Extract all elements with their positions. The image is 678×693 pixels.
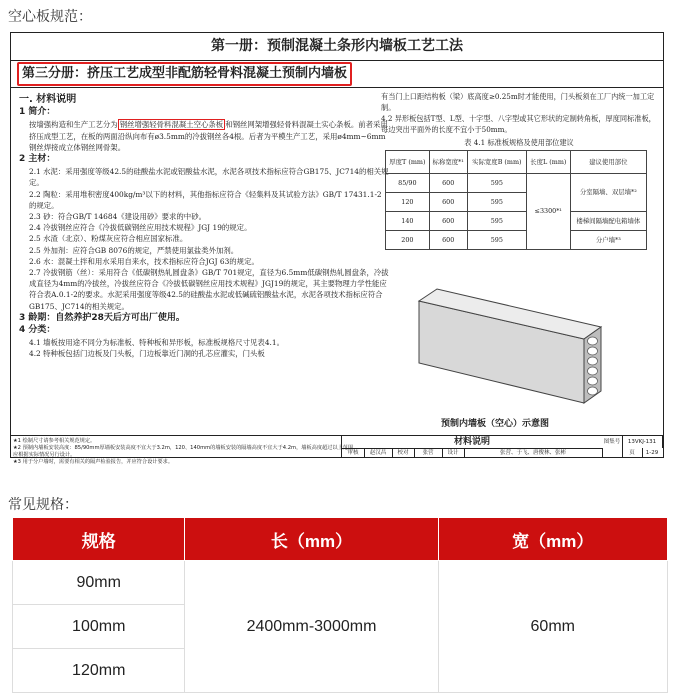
title-block-cell: 赵汉昌	[364, 448, 393, 458]
sec-material-heading: 一. 材料说明	[19, 94, 77, 105]
spec-size-cell: 120mm	[13, 649, 185, 693]
table-cell: 200	[386, 231, 430, 250]
wall-panel-diagram	[409, 281, 649, 411]
spec-header-width: 宽（mm）	[438, 518, 668, 561]
common-spec-table	[12, 517, 668, 693]
title-block-cell: 校对	[392, 448, 415, 458]
class-item: 4.1 墙板按用途不同分为标准板、特种板和异形板，标准板规格尺寸见表4.1。	[29, 338, 284, 348]
doc-left-column	[19, 91, 389, 360]
class-item: 4.2 特种板包括门边板及门头板，门边板靠近门洞的孔芯应灌实，门头板	[29, 349, 265, 359]
section-label-common-sizes: 常见规格：	[8, 497, 78, 513]
material-item: 2.6 水：混凝土拌和用水采用自来水，技术指标应符合JGJ 63的规定。	[29, 256, 259, 266]
table-cell: 595	[467, 231, 526, 250]
table-header: 长度L (mm)	[526, 151, 570, 174]
table-cell: 595	[467, 193, 526, 212]
spec-header-length: 长（mm）	[185, 518, 438, 561]
table-header: 建议使用部位	[570, 151, 646, 174]
diagram-caption: 预制内墙板（空心）示意图	[441, 419, 550, 429]
footer-note: ★2 预制内墙板安装高度：85/90mm厚墙板安装高度不宜大于3.2m，120、140mm的墙板安装的隔墙高度不宜大于4.2m，墙板高度超过以上范围，应根据实际情况另行设计。	[13, 445, 359, 458]
spec-size-cell: 100mm	[13, 605, 185, 649]
material-item: 2.3 砂：符合GB/T 14684《建设用砂》要求的中砂。	[29, 212, 206, 222]
table-header: 实际宽度B (mm)	[467, 151, 526, 174]
title-block-cell: 张营	[414, 448, 443, 458]
title-block-cell: 设计	[442, 448, 465, 458]
doc-footer	[11, 435, 663, 465]
table-header: 标称宽度*¹	[429, 151, 467, 174]
table-cell: 140	[386, 212, 430, 231]
table-cell: 595	[467, 212, 526, 231]
table-cell: 600	[429, 231, 467, 250]
section-label-standard: 空心板规范：	[8, 9, 92, 25]
spec-size-cell: 90mm	[13, 561, 185, 605]
table-cell: 120	[386, 193, 430, 212]
material-item: 2.5 外加剂：应符合GB 8076的规定，严禁使用氯盐类外加剂。	[29, 245, 239, 255]
title-block-meta: 图集号	[602, 436, 623, 458]
age-heading: 3 龄期：自然养护28天后方可出厂使用。	[19, 312, 185, 323]
material-item: 2.2 陶粒：采用堆积密度400kg/m³以下的材料，其他指标应符合《轻集料及其试验方法》GB/T 17431.1-2的规定。	[29, 189, 382, 210]
doc-subtitle	[11, 61, 663, 88]
doc-right-column	[381, 91, 657, 250]
doc-spec-table	[385, 150, 647, 250]
subtitle-highlight: 第三分册：挤压工艺成型非配筋轻骨料混凝土预制内墙板	[17, 62, 352, 86]
material-item: 2.1 水泥：采用强度等级42.5的硅酸盐水泥或铝酸盐水泥，水泥各项技术指标应符合GB175、JC714的相关规定。	[29, 167, 389, 188]
footer-notes	[13, 438, 363, 466]
table-cell-use: 楼梯间隔墙配电箱墙体	[570, 212, 646, 231]
spec-width-cell: 60mm	[438, 561, 668, 693]
spec-length-cell: 2400mm-3000mm	[185, 561, 438, 693]
table-cell-use: 分户墙*³	[570, 231, 646, 250]
table-cell: 600	[429, 193, 467, 212]
standard-document-image	[10, 32, 664, 465]
table-cell: 595	[467, 174, 526, 193]
right-text: 4.2 异形板包括T型、L型、十字型、八字型或其它形状的定制转角板，厚度同标准板，每边突出平面外的长度不宜小于50mm。	[381, 114, 656, 134]
material-item: 2.7 冷拔钢筋（丝）：采用符合《低碳钢热轧圆盘条》GB/T 701规定，直径为6.5mm低碳钢热轧圆盘条，冷拔成直径为4mm的冷拔丝，冷拔丝应符合《冷拔低碳钢丝应用技术规程》JGJ19的规定，其主要物理力学性能应符合表A.0.1-2的要求。水泥采用强度等级42.5的硅酸盐水泥或低碱硫铝酸盐水泥，水泥各项技术指标应符合GB175、JC714的相关规定。	[29, 268, 389, 311]
table-cell-length: ≤3300*¹	[526, 174, 570, 250]
intro-text: 按墙强构造和生产工艺分为 钢丝增强轻骨料混凝土空心条板 和钢丝网架增强轻骨料混凝土实心条板。前者采用挤压成型工艺，在板的两面沿纵向布有ø3.5mm的冷拔钢丝各4根。后者为平模生产工艺，采用ø4mm~6mm钢丝焊接成立体钢丝网骨架。	[29, 120, 388, 152]
title-block-cell: 审核	[342, 448, 365, 458]
table-cell: 600	[429, 212, 467, 231]
material-item: 2.5 水渣（北京）、粉煤灰应符合相应国家标准。	[29, 234, 188, 244]
class-heading: 4 分类：	[19, 325, 56, 336]
title-block	[341, 436, 663, 458]
title-block-meta: 13VKJ-131	[622, 436, 663, 448]
footer-note: ★1 绘制尺寸请参考相关规范规定。	[13, 438, 96, 444]
intro-heading: 1 简介：	[19, 107, 56, 118]
material-item: 2.4 冷拔钢丝应符合《冷拔低碳钢丝应用技术规程》JGJ 19的规定。	[29, 223, 252, 233]
table-cell: 85/90	[386, 174, 430, 193]
title-block-meta: 页	[622, 448, 643, 458]
right-text: 有当门上口距结构板（梁）底高度≥0.25m时才能使用，门头板须在工厂内统一加工定制。	[381, 92, 655, 112]
title-block-meta: 1-29	[645, 450, 659, 456]
intro-highlight: 钢丝增强轻骨料混凝土空心条板	[119, 120, 224, 130]
title-block-cell: 张营、于飞、唐俊林、张彬	[464, 448, 603, 458]
spec-header-size: 规格	[13, 518, 185, 561]
table-cell-use: 分室隔墙、双层墙*²	[570, 174, 646, 212]
material-heading: 2 主材：	[19, 154, 56, 165]
table-caption: 表 4.1 标准板规格及使用部位建议	[464, 138, 574, 147]
footer-note: ★3 用于分户墙时，需要有相关的隔声检验报告，并应符合设计要求。	[13, 459, 174, 465]
title-block-name: 材料说明	[342, 436, 602, 449]
table-header: 厚度T (mm)	[386, 151, 430, 174]
table-cell: 600	[429, 174, 467, 193]
doc-title: 第一册：预制混凝土条形内墙板工艺工法	[11, 33, 663, 61]
